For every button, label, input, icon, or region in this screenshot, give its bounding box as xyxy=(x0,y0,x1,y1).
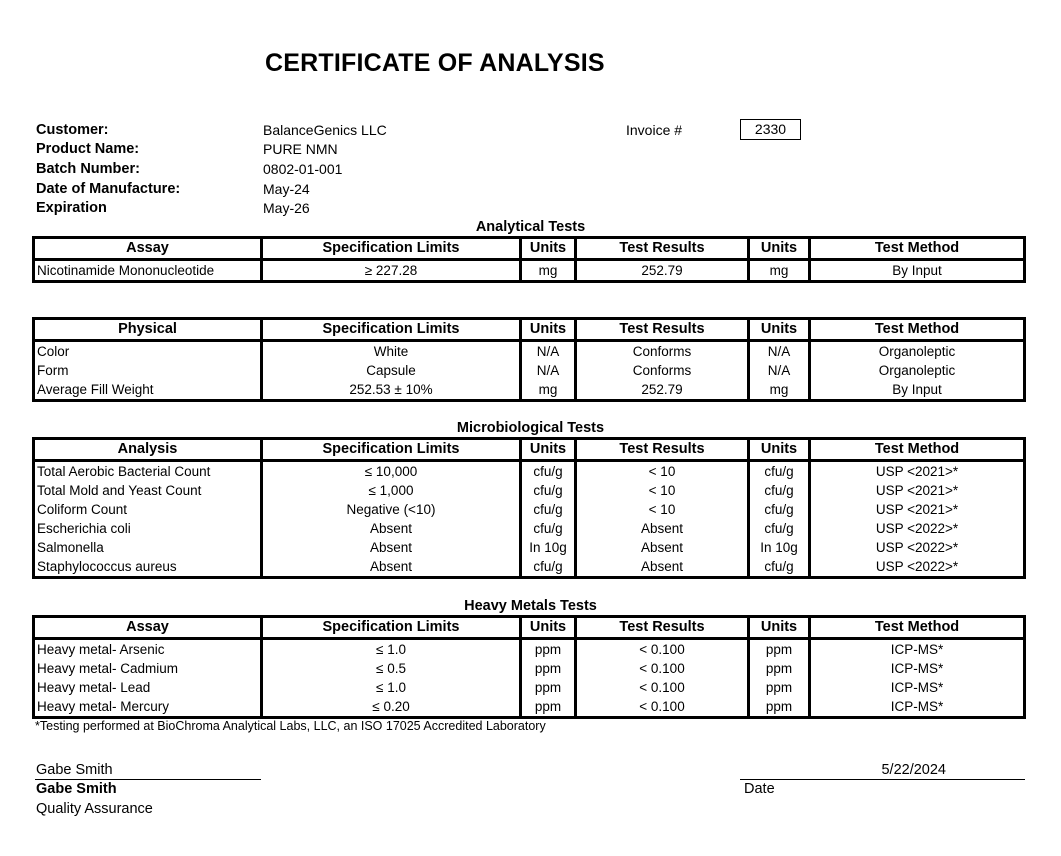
table-cell: Absent xyxy=(262,538,521,557)
column-header: Test Results xyxy=(576,617,749,639)
page-title: CERTIFICATE OF ANALYSIS xyxy=(265,49,605,77)
table-cell: ≤ 1.0 xyxy=(262,678,521,697)
table-cell: N/A xyxy=(749,341,810,362)
table-row xyxy=(34,481,1025,500)
analytical-table xyxy=(32,236,1026,283)
table-cell: Salmonella xyxy=(34,538,262,557)
table-cell: Nicotinamide Mononucleotide xyxy=(34,260,262,282)
table-cell: 252.79 xyxy=(576,260,749,282)
table-row xyxy=(34,380,1025,401)
analytical-section-title: Analytical Tests xyxy=(475,219,586,235)
column-header: Units xyxy=(521,238,576,260)
signer-role: Quality Assurance xyxy=(36,801,153,817)
table-cell: ppm xyxy=(521,678,576,697)
table-row xyxy=(34,538,1025,557)
table-cell: USP <2022>* xyxy=(875,521,959,536)
table-cell: Capsule xyxy=(262,361,521,380)
column-header: Specification Limits xyxy=(262,319,521,341)
table-cell: By Input xyxy=(892,382,942,397)
table-cell: cfu/g xyxy=(521,519,576,538)
table-cell: Organoleptic xyxy=(878,363,956,378)
column-header: Test Results xyxy=(576,319,749,341)
table-cell: Form xyxy=(34,361,262,380)
column-header: Test Method xyxy=(810,238,1025,260)
micro-section-title: Microbiological Tests xyxy=(456,420,605,436)
table-row xyxy=(34,260,1025,282)
table-cell: ≤ 1,000 xyxy=(262,481,521,500)
customer-label: Customer: xyxy=(36,122,109,138)
table-cell: < 10 xyxy=(576,461,749,482)
table-cell: mg xyxy=(749,260,810,282)
manufacture-label: Date of Manufacture: xyxy=(36,181,181,197)
table-cell: Absent xyxy=(576,557,749,578)
table-cell: ICP-MS* xyxy=(890,699,944,714)
table-cell: Conforms xyxy=(576,361,749,380)
table-cell: < 10 xyxy=(576,500,749,519)
metals-section-title: Heavy Metals Tests xyxy=(464,598,597,614)
table-cell: In 10g xyxy=(521,538,576,557)
column-header: Assay xyxy=(34,617,262,639)
expiration-value: May-26 xyxy=(263,200,310,216)
table-cell: White xyxy=(262,341,521,362)
customer-value: BalanceGenics LLC xyxy=(263,122,387,138)
printed-name: Gabe Smith xyxy=(36,781,117,797)
table-cell: ≤ 1.0 xyxy=(262,639,521,660)
column-header: Units xyxy=(749,617,810,639)
table-cell: N/A xyxy=(749,361,810,380)
table-cell: < 0.100 xyxy=(576,639,749,660)
table-cell: USP <2021>* xyxy=(875,483,959,498)
column-header: Analysis xyxy=(34,439,262,461)
invoice-label: Invoice # xyxy=(626,122,683,138)
column-header: Test Method xyxy=(810,617,1025,639)
table-row xyxy=(34,341,1025,362)
column-header: Units xyxy=(749,319,810,341)
table-cell: < 0.100 xyxy=(576,659,749,678)
table-cell: Total Aerobic Bacterial Count xyxy=(34,461,262,482)
table-header-row xyxy=(34,238,1025,260)
column-header: Assay xyxy=(34,238,262,260)
table-cell: USP <2021>* xyxy=(875,464,959,479)
date-line xyxy=(740,779,1025,780)
table-cell: ppm xyxy=(521,697,576,718)
table-row xyxy=(34,500,1025,519)
table-header-row xyxy=(34,319,1025,341)
table-cell: Negative (<10) xyxy=(262,500,521,519)
column-header: Specification Limits xyxy=(262,439,521,461)
column-header: Physical xyxy=(34,319,262,341)
column-header: Units xyxy=(521,319,576,341)
column-header: Specification Limits xyxy=(262,617,521,639)
table-header-row xyxy=(34,439,1025,461)
table-cell: Conforms xyxy=(576,341,749,362)
table-cell: cfu/g xyxy=(521,500,576,519)
table-cell: N/A xyxy=(521,341,576,362)
table-cell: Heavy metal- Arsenic xyxy=(34,639,262,660)
column-header: Test Results xyxy=(576,238,749,260)
signature-line xyxy=(35,779,261,780)
table-cell: N/A xyxy=(521,361,576,380)
table-cell: cfu/g xyxy=(749,557,810,578)
table-row xyxy=(34,519,1025,538)
table-cell: < 10 xyxy=(576,481,749,500)
table-cell: < 0.100 xyxy=(576,678,749,697)
table-cell: Absent xyxy=(576,519,749,538)
table-cell: USP <2022>* xyxy=(875,540,959,555)
table-cell: Staphylococcus aureus xyxy=(34,557,262,578)
column-header: Test Results xyxy=(576,439,749,461)
metals-table xyxy=(32,615,1026,719)
table-cell: ≥ 227.28 xyxy=(262,260,521,282)
table-cell: Heavy metal- Mercury xyxy=(34,697,262,718)
column-header: Units xyxy=(749,439,810,461)
table-header-row xyxy=(34,617,1025,639)
table-row xyxy=(34,639,1025,660)
table-cell: ≤ 0.20 xyxy=(262,697,521,718)
table-cell: < 0.100 xyxy=(576,697,749,718)
column-header: Units xyxy=(749,238,810,260)
table-row xyxy=(34,659,1025,678)
table-cell: Organoleptic xyxy=(878,344,956,359)
date-label: Date xyxy=(744,781,775,797)
table-cell: ICP-MS* xyxy=(890,642,944,657)
table-row xyxy=(34,461,1025,482)
product-label: Product Name: xyxy=(36,141,140,157)
table-cell: cfu/g xyxy=(521,481,576,500)
column-header: Specification Limits xyxy=(262,238,521,260)
column-header: Units xyxy=(521,617,576,639)
table-cell: Escherichia coli xyxy=(34,519,262,538)
table-cell: mg xyxy=(521,380,576,401)
table-cell: Coliform Count xyxy=(34,500,262,519)
table-cell: ppm xyxy=(749,659,810,678)
product-value: PURE NMN xyxy=(263,141,338,157)
invoice-number: 2330 xyxy=(740,119,801,140)
batch-value: 0802-01-001 xyxy=(263,161,343,177)
table-cell: cfu/g xyxy=(749,481,810,500)
table-cell: 252.53 ± 10% xyxy=(262,380,521,401)
table-cell: ≤ 0.5 xyxy=(262,659,521,678)
table-cell: mg xyxy=(521,260,576,282)
table-cell: cfu/g xyxy=(521,461,576,482)
table-cell: USP <2022>* xyxy=(875,559,959,574)
table-cell: By Input xyxy=(892,263,942,278)
table-row xyxy=(34,697,1025,718)
signature-name: Gabe Smith xyxy=(36,762,113,778)
table-cell: 252.79 xyxy=(576,380,749,401)
table-cell: Total Mold and Yeast Count xyxy=(34,481,262,500)
table-row xyxy=(34,361,1025,380)
table-cell: In 10g xyxy=(749,538,810,557)
table-cell: cfu/g xyxy=(749,519,810,538)
table-cell: USP <2021>* xyxy=(875,502,959,517)
table-cell: cfu/g xyxy=(749,500,810,519)
table-cell: ppm xyxy=(521,659,576,678)
lab-footnote: *Testing performed at BioChroma Analytical Labs, LLC, an ISO 17025 Accredited Laboratory xyxy=(35,719,546,733)
table-cell: Color xyxy=(34,341,262,362)
table-cell: cfu/g xyxy=(749,461,810,482)
table-row xyxy=(34,678,1025,697)
table-cell: Absent xyxy=(576,538,749,557)
table-cell: mg xyxy=(749,380,810,401)
table-cell: ICP-MS* xyxy=(890,661,944,676)
table-cell: Absent xyxy=(262,519,521,538)
table-cell: ppm xyxy=(749,697,810,718)
table-cell: ppm xyxy=(521,639,576,660)
column-header: Units xyxy=(521,439,576,461)
table-cell: cfu/g xyxy=(521,557,576,578)
table-cell: ICP-MS* xyxy=(890,680,944,695)
micro-table xyxy=(32,437,1026,579)
column-header: Test Method xyxy=(810,439,1025,461)
physical-table xyxy=(32,317,1026,402)
expiration-label: Expiration xyxy=(36,200,107,216)
table-cell: ≤ 10,000 xyxy=(262,461,521,482)
table-cell: ppm xyxy=(749,639,810,660)
signature-date: 5/22/2024 xyxy=(881,762,946,778)
table-cell: ppm xyxy=(749,678,810,697)
manufacture-value: May-24 xyxy=(263,181,310,197)
column-header: Test Method xyxy=(810,319,1025,341)
table-cell: Average Fill Weight xyxy=(34,380,262,401)
table-cell: Heavy metal- Lead xyxy=(34,678,262,697)
table-cell: Heavy metal- Cadmium xyxy=(34,659,262,678)
table-row xyxy=(34,557,1025,578)
table-cell: Absent xyxy=(262,557,521,578)
batch-label: Batch Number: xyxy=(36,161,140,177)
